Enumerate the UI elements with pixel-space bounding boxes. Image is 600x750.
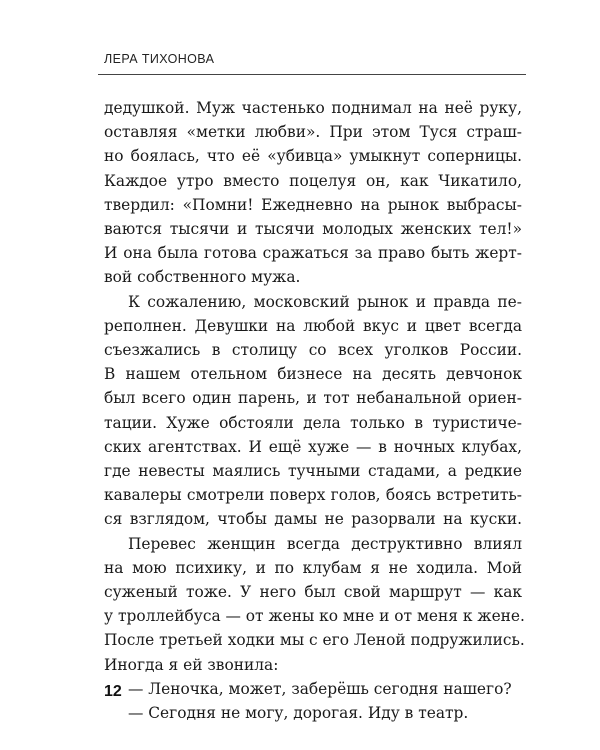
text-line: ваются тысячи и тысячи молодых женских тел!» xyxy=(104,220,522,239)
page-number: 12 xyxy=(104,683,122,700)
text-line: съезжались в столицу со всех уголков России. xyxy=(104,341,522,360)
dialog-line: — Сегодня не могу, дорогая. Иду в театр. xyxy=(128,704,469,723)
text-line: на мою психику, и по клубам я не ходила. Мой xyxy=(104,558,522,577)
dialog-line: — Леночка, может, заберёшь сегодня нашего? xyxy=(128,679,512,698)
text-line: суженый тоже. У него был свой маршрут — как xyxy=(104,583,522,602)
body-text xyxy=(104,96,525,725)
text-line: В нашем отельном бизнесе на десять девчонок xyxy=(104,365,522,384)
text-line: у троллейбуса — от жены ко мне и от меня к жене. xyxy=(104,607,525,626)
header-divider xyxy=(98,74,526,75)
text-line: ся взглядом, чтобы дамы не разорвали на куски. xyxy=(104,510,522,529)
text-line: тации. Хуже обстояли дела только в туристиче- xyxy=(104,413,522,432)
text-line: твердил: «Помни! Ежедневно на рынок выбрасы- xyxy=(104,195,522,214)
text-line: После третьей ходки мы с его Леной подружились. xyxy=(104,631,525,650)
text-line: Каждое утро вместо поцелуя он, как Чикатило, xyxy=(104,171,522,190)
text-line: вой собственного мужа. xyxy=(104,268,301,287)
text-line: Иногда я ей звонила: xyxy=(104,655,279,674)
text-line: кавалеры смотрели поверх голов, боясь встретить- xyxy=(104,486,522,505)
text-line: где невесты маялись тучными стадами, а редкие xyxy=(104,462,522,481)
text-line: ских агентствах. И ещё хуже — в ночных клубах, xyxy=(104,437,522,456)
text-line: но боялась, что её «убивца» умыкнут соперницы. xyxy=(104,147,522,166)
text-line: реполнен. Девушки на любой вкус и цвет всегда xyxy=(104,316,522,335)
text-line: был всего один парень, и тот небанальной ориен- xyxy=(104,389,522,408)
running-head-author: ЛЕРА ТИХОНОВА xyxy=(104,52,215,66)
text-line: Перевес женщин всегда деструктивно влиял xyxy=(128,534,522,553)
text-line: оставляя «метки любви». При этом Туся страш- xyxy=(104,123,522,142)
text-line: И она была готова сражаться за право быть жерт- xyxy=(104,244,522,263)
text-line: К сожалению, московский рынок и правда пе- xyxy=(128,292,522,311)
text-line: дедушкой. Муж частенько поднимал на неё руку, xyxy=(104,99,522,117)
